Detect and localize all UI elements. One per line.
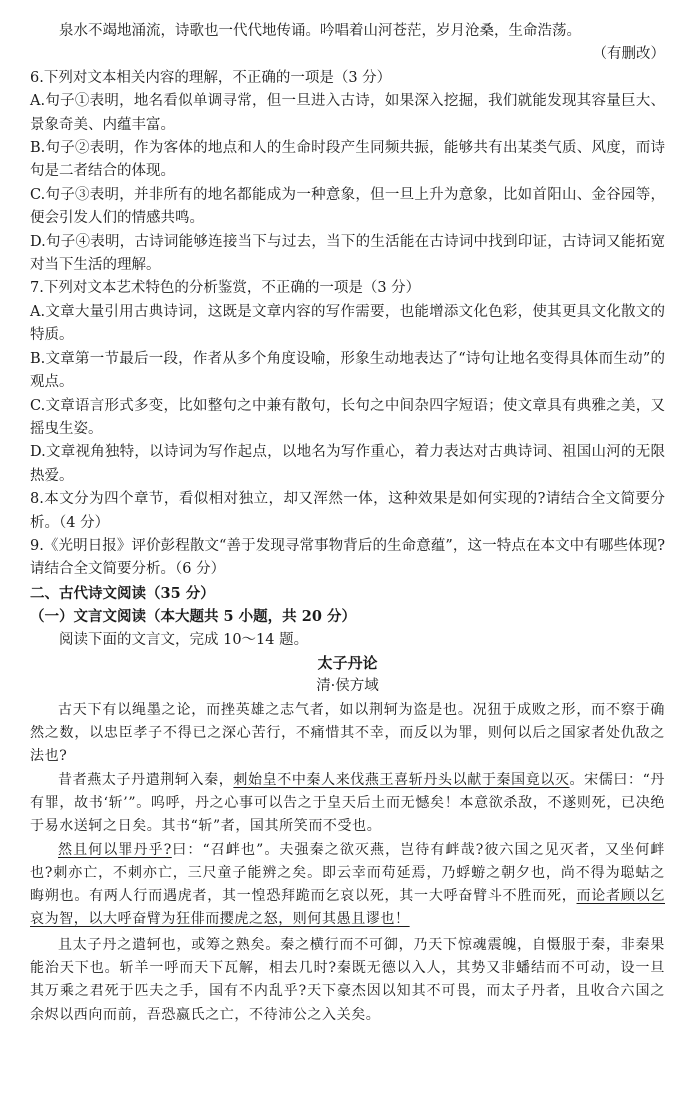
essay-paragraph-2 <box>30 769 665 839</box>
underlined-sentence-2: 然且何以罪丹乎? <box>58 841 172 858</box>
question-6-option-c: C.句子③表明，并非所有的地名都能成为一种意象，但一旦上升为意象，比如首阳山、金谷园等，便会引发人们的情感共鸣。 <box>30 186 665 227</box>
question-7-option-a: A.文章大量引用古典诗词，这既是文章内容的写作需要，也能增添文化色彩，使其更具文化散文的特质。 <box>30 303 665 344</box>
question-6-option-d: D.句子④表明，古诗词能够连接当下与过去，当下的生活能在古诗词中找到印证，古诗词又能拓宽对当下生活的理解。 <box>30 233 665 274</box>
essay-paragraph-4: 且太子丹之遣轲也，或筹之熟矣。秦之横行而不可御，乃天下惊魂震魄，自慑服于秦，非秦果能治天下也。斩羊一呼而天下瓦解，相去几时?秦既无德以入人，其势又非蟠结而不可动，设一旦其万乘之君死于匹夫之手，国有不内乱乎?天下豪杰因以知其不可畏，而太子丹者，且收合六国之余烬以西向而前，吾恐嬴氏之亡，不待沛公之入关矣。 <box>30 936 665 1023</box>
source-note: （有删改） <box>592 46 665 63</box>
underlined-sentence-1: 刺始皇不中秦人来伐燕王喜斩丹头以献于秦国竟以灭 <box>233 771 570 788</box>
question-7-option-d: D.文章视角独特，以诗词为写作起点，以地名为写作重心，着力表达对古典诗词、祖国山河的无限热爱。 <box>30 444 665 484</box>
reading-instruction: 阅读下面的文言文，完成 10～14 题。 <box>59 631 309 648</box>
question-9: 9.《光明日报》评价彭程散文“善于发现寻常事物背后的生命意蕴”，这一特点在本文中有哪些体现?请结合全文简要分析。（6 分） <box>30 537 665 578</box>
essay-paragraph-3 <box>30 839 665 932</box>
question-8: 8.本文分为四个章节，看似相对独立，却又浑然一体，这种效果是如何实现的?请结合全文简要分析。（4 分） <box>30 491 665 531</box>
question-7-stem: 7.下列对文本艺术特色的分析鉴赏，不正确的一项是（3 分） <box>30 280 421 297</box>
question-7-option-b: B.文章第一节最后一段，作者从多个角度设喻，形象生动地表达了“诗句让地名变得具体而生动”的观点。 <box>30 350 665 391</box>
essay-author: 清·侯方域 <box>316 678 379 695</box>
subsection-heading: （一）文言文阅读（本大题共 5 小题，共 20 分） <box>30 608 356 626</box>
essay-title: 太子丹论 <box>317 653 378 672</box>
intro-line: 泉水不竭地涌流，诗歌也一代代地传诵。吟唱着山河苍茫，岁月沧桑，生命浩荡。 <box>59 23 581 39</box>
essay-paragraph-1: 古天下有以绳墨之论，而挫英雄之志气者，如以荆轲为盗是也。况狃于成败之形，而不察于确然之数，以忠臣孝子不得已之深心苦行，不痛惜其不幸，而反以为罪，则何以后之国家者处仇敌之法也? <box>30 701 665 765</box>
question-6-option-a: A.句子①表明，地名看似单调寻常，但一旦进入古诗，如果深入挖掘，我们就能发现其容量巨大、景象奇美、内蕴丰富。 <box>30 93 665 133</box>
question-7-option-c: C.文章语言形式多变，比如整句之中兼有散句，长句之中间杂四字短语；使文章具有典雅之美，又摇曳生姿。 <box>30 397 665 437</box>
section-heading: 二、古代诗文阅读（35 分） <box>30 584 215 602</box>
paragraph-3-text-b: 曰：“召衅也”。夫强秦之欲灭燕，岂待有衅哉?彼六国之见灭者，又坐何衅也?刺亦亡，不刺亦亡，三尺童子能辨之矣。即云幸而苟延焉，乃蜉蝣之朝夕也，尚不得为聪蛄之晦朔也。有两人行而遇虎者，其一惶恐拜跪而乞哀以死，其一大呼奋臂斗不胜而死， <box>30 841 666 905</box>
paragraph-2-text-a: 昔者燕太子丹遣荆轲入秦， <box>58 771 234 788</box>
underlined-sentence-3: 而论者顾以乞哀为智，以大呼奋臂为狂俳而撄虎之怒，则何其愚且谬也！ <box>30 888 665 928</box>
paragraph-2-text-c: 。宋儒曰：“丹有罪，故书‘斩’”。呜呼，丹之心事可以告之于皇天后土而无憾矣！本意欲杀敌，不遂则死，已决绝于易水送轲之日矣。其书“斩”者，国其所笑而不受也。 <box>30 771 665 835</box>
question-6-option-b: B.句子②表明，作为客体的地点和人的生命时段产生同频共振，能够共有出某类气质、风度，而诗句是二者结合的体现。 <box>30 140 665 180</box>
question-6-stem: 6.下列对文本相关内容的理解，不正确的一项是（3 分） <box>30 69 392 86</box>
